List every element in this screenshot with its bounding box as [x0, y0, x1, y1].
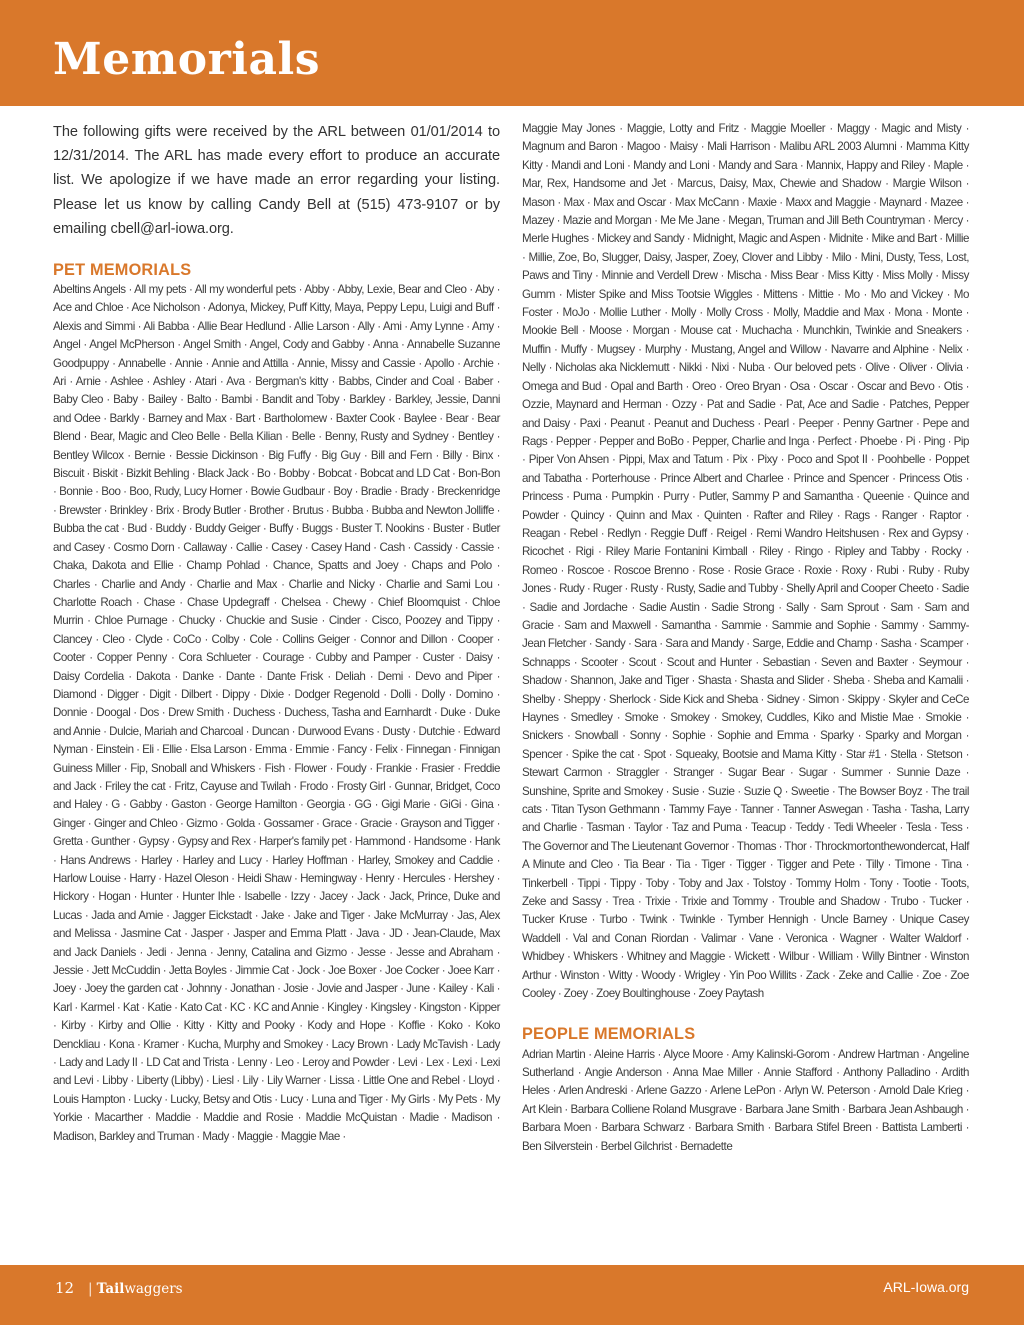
pet-memorials-heading: PET MEMORIALS — [53, 261, 192, 280]
page-title: Memorials — [53, 34, 320, 85]
publication-name-rest: waggers — [124, 1281, 183, 1297]
left-column — [53, 120, 500, 1146]
people-memorials-heading: PEOPLE MEMORIALS — [522, 1024, 696, 1043]
publication-name-bold: Tail — [96, 1281, 125, 1297]
pet-memorials-list-left: Abeltins Angels · All my pets · All my wonderful pets · Abby · Abby, Lexie, Bear and Cleo · Aby · Ace and Chloe · Ace Nicholson · Adonya, Mickey, Puff Kitty, Maya, Peppy Lepu, Luigi and Buff · Alexis and Simmi · Ali Babba · Allie Bear Hedlund · Allie Larson · Ally · Ami · Amy Lynne · Amy · Angel · Angel McPherson · Angel Smith · Angel, Cody and Gabby · Anna · Annabelle Suzanne Goodpuppy · Annabelle · Annie · Annie and Attilla · Annie, Missy and Cassie · Apollo · Archie · Ari · Arnie · Ashlee · Ashley · Atari · Ava · Bergman's kitty · Babbs, Cinder and Coal · Baber · Baby Cleo · Baby · Bailey · Balto · Bambi · Bandit and Toby · Barkley · Barkley, Jessie, Danni and Odee · Barkly · Barney and Max · Bart · Bartholomew · Baxter Cook · Baylee · Bear · Bear Blend · Bear, Magic and Cleo Belle · Bella Kilian · Belle · Benny, Rusty and Sydney · Bentley · Bentley Wilcox · Bernie · Bessie Dickinson · Big Fuffy · Big Guy · Bill and Fern · Billy · Binx · Biscuit · Biskit · Bizkit Behling · Black Jack · Bo · Bobby · Bobcat · Bobcat and LD Cat · Bon-Bon · Bonnie · Boo · Boo, Rudy, Lucy Horner · Bowie Gudbaur · Boy · Bradie · Brady · Breckenridge · Brewster · Brinkley · Brix · Brody Butler · Brother · Brutus · Bubba · Bubba and Newton Jolliffe · Bubba the cat · Bud · Buddy · Buddy Geiger · Buffy · Buggs · Buster T. Nookins · Buster · Butler and Casey · Cosmo Dorn · Callaway · Callie · Casey · Casey Hand · Cash · Cassidy · Cassie · Chaka, Dakota and Ellie · Champ Pohlad · Chance, Spatts and Joey · Chaps and Polo · Charles · Charlie and Andy · Charlie and Max · Charlie and Nicky · Charlie and Sami Lou · Charlotte Roach · Chase · Chase Updegraff · Chelsea · Chewy · Chief Bloomquist · Chloe Murrin · Chloe Purnage · Chucky · Chuckie and Susie · Cinder · Cisco, Poozey and Tippy · Clancey · Cleo · Clyde · CoCo · Colby · Cole · Collins Geiger · Connor and Dillon · Cooper · Cooter · Copper Penny · Cora Schlueter · Courage · Cubby and Pamper · Custer · Daisy · Daisy Cordelia · Dakota · Danke · Dante · Dante Frisk · Deliah · Demi · Devo and Piper · Diamond · Digger · Digit · Dilbert · Dippy · Dixie · Dodger Regenold · Dolli · Dolly · Domino · Donnie · Doogal · Dos · Drew Smith · Duchess · Duchess, Tasha and Earnhardt · Duke · Duke and Annie · Dulcie, Mariah and Charcoal · Duncan · Durwood Evans · Dusty · Dutchie · Edward Nyman · Einstein · Eli · Ellie · Elsa Larson · Emma · Emmie · Fancy · Felix · Finnegan · Finnigan Guiness Miller · Fip, Snoball and Whiskers · Fish · Flower · Foudy · Frankie · Frasier · Freddie and Jack · Friley the cat · Fritz, Cayuse and Twilah · Frodo · Frosty Girl · Gunnar, Bridget, Coco and Haley · G · Gabby · Gaston · George Hamilton · Georgia · GG · Gigi Marie · GiGi · Gina · Ginger · Ginger and Chleo · Gizmo · Golda · Gossamer · Grace · Gracie · Grayson and Tigger · Gretta · Gunther · Gypsy · Gypsy and Rex · Harper's family pet · Hammond · Handsome · Hank · Hans Andrews · Harley · Harley and Lucy · Harley Hoffman · Harley, Smokey and Caddie · Harlow Louise · Harry · Hazel Oleson · Heidi Shaw · Hemingway · Henry · Hercules · Hershey · Hickory · Hogan · Hunter · Hunter Ihle · Isabelle · Izzy · Jacey · Jack · Jack, Prince, Duke and Lucas · Jada and Amie · Jagger Eickstadt · Jake · Jake and Tiger · Jake McMurray · Jas, Alex and Melissa · Jasmine Cat · Jasper · Jasper and Emma Platt · Java · JD · Jean-Claude, Max and Jack Daniels · Jedi · Jenna · Jenny, Catalina and Gizmo · Jesse · Jesse and Abraham · Jessie · Jett McCuddin · Jetta Boyles · Jimmie Cat · Jock · Joe Boxer · Joe Cocker · Joee Karr · Joey · Joey the garden cat · Johnny · Jonathan · Josie · Jovie and Jasper · June · Kailey · Kali · Karl · Karmel · Kat · Katie · Kato Cat · KC · KC and Annie · Kingley · Kingsley · Kingston · Kipper · Kirby · Kirby and Ollie · Kitty · Kitty and Pooky · Kody and Hope · Koffie · Koko · Koko Denckliau · Kona · Kramer · Kucha, Murphy and Smokey · Lacy Brown · Lady McTavish · Lady · Lady and Lady II · LD Cat and Trista · Lenny · Leo · Leroy and Powder · Levi · Lex · Lexi · Lexi and Levi · Libby · Liberty (Libby) · Liesl · Lily · Lily Warner · Lissa · Little One and Rebel · Lloyd · Louis Hampton · Lucky · Lucky, Betsy and Otis · Lucy · Luna and Tiger · My Girls · My Pets · My Yorkie · Macarther · Maddie · Maddie and Rosie · Maddie McQuistan · Madie · Madison · Madison, Barkley and Truman · Mady · Maggie · Maggie Mae · — [53, 283, 500, 1143]
footer-separator: | — [88, 1281, 93, 1297]
website-link[interactable]: ARL-Iowa.org — [883, 1279, 969, 1295]
page-number: 12 — [55, 1279, 75, 1297]
page-footer — [0, 1265, 1024, 1325]
intro-paragraph: The following gifts were received by the ARL between 01/01/2014 to 12/31/2014. The ARL has made every effort to produce an accurate list. We apologize if we have made an error regarding your listing. Please let us know by calling Candy Bell at (515) 473-9107 or by emailing cbell@arl-iowa.org. — [53, 124, 500, 237]
people-memorials-list: Adrian Martin · Aleine Harris · Alyce Moore · Amy Kalinski-Gorom · Andrew Hartman · Angeline Sutherland · Angie Anderson · Anna Mae Miller · Annie Stafford · Anthony Palladino · Ardith Heles · Arlen Andreski · Arlene Gazzo · Arlene LePon · Arlyn W. Peterson · Arnold Dale Krieg · Art Klein · Barbara Colliene Roland Musgrave · Barbara Jane Smith · Barbara Jean Ashbaugh · Barbara Moen · Barbara Schwarz · Barbara Smith · Barbara Stifel Breen · Battista Lamberti · Ben Silverstein · Berbel Gilchrist · Bernadette — [522, 1047, 969, 1153]
right-column — [522, 120, 969, 1156]
page-header — [0, 0, 1024, 106]
pet-memorials-list-right: Maggie May Jones · Maggie, Lotty and Fritz · Maggie Moeller · Maggy · Magic and Misty · Magnum and Baron · Magoo · Maisy · Mali Harrison · Malibu ARL 2003 Alumni · Mamma Kitty Kitty · Mandi and Loni · Mandy and Loni · Mandy and Sara · Mannix, Happy and Riley · Maple · Mar, Rex, Handsome and Jet · Marcus, Daisy, Max, Chewie and Shadow · Margie Wilson · Mason · Max · Max and Oscar · Max McCann · Maxie · Maxx and Maggie · Maynard · Mazee · Mazey · Mazie and Morgan · Me Me Jane · Megan, Truman and Jill Beth Countryman · Mercy · Merle Hughes · Mickey and Sandy · Midnight, Magic and Aspen · Midnite · Mike and Bart · Millie · Millie, Zoe, Bo, Slugger, Daisy, Jasper, Zoey, Clover and Libby · Milo · Mini, Dusty, Tess, Lost, Paws and Tiny · Minnie and Verdell Drew · Mischa · Miss Bear · Miss Kitty · Miss Molly · Missy Gumm · Mister Spike and Miss Tootsie Wiggles · Mittens · Mittie · Mo · Mo and Vickey · Mo Foster · MoJo · Mollie Luther · Molly · Molly Cross · Molly, Maddie and Max · Mona · Monte · Mookie Bell · Moose · Morgan · Mouse cat · Muchacha · Munchkin, Twinkie and Sneakers · Muffin · Muffy · Mugsey · Murphy · Mustang, Angel and Willow · Navarre and Alphine · Nelix · Nelly · Nicholas aka Nicklemutt · Nikki · Nixi · Nuba · Our beloved pets · Olive · Oliver · Olivia · Omega and Bud · Opal and Barth · Oreo · Oreo Bryan · Osa · Oscar · Oscar and Bevo · Otis · Ozzie, Maynard and Herman · Ozzy · Pat and Sadie · Pat, Ace and Sadie · Patches, Pepper and Daisy · Paxi · Peanut · Peanut and Duchess · Pearl · Peeper · Penny Gartner · Pepe and Rags · Pepper · Pepper and BoBo · Pepper, Charlie and Inga · Perfect · Phoebe · Pi · Ping · Pip · Piper Von Ahsen · Pippi, Max and Tatum · Pix · Pixy · Poco and Spot II · Poohbelle · Poppet and Tabatha · Porterhouse · Prince Albert and Charlee · Prince and Spencer · Princess Otis · Princess · Puma · Pumpkin · Purry · Putler, Sammy P and Samantha · Queenie · Quince and Powder · Quincy · Quinn and Max · Quinten · Rafter and Riley · Rags · Ranger · Raptor · Reagan · Rebel · Redlyn · Reggie Duff · Reigel · Remi Wandro Heitshusen · Rex and Gypsy · Ricochet · Rigi · Riley Marie Fontanini Kimball · Riley · Ringo · Ripley and Tabby · Rocky · Romeo · Roscoe · Roscoe Brenno · Rose · Rosie Grace · Roxie · Roxy · Rubi · Ruby · Ruby Jones · Rudy · Ruger · Rusty · Rusty, Sadie and Tubby · Shelly April and Cooper Cheeto · Sadie · Sadie and Jordache · Sadie Austin · Sadie Strong · Sally · Sam Sprout · Sam · Sam and Gracie · Sam and Maxwell · Samantha · Sammie · Sammie and Sophie · Sammy · Sammy-Jean Fletcher · Sandy · Sara · Sara and Mandy · Sarge, Eddie and Champ · Sasha · Scamper · Schnapps · Scooter · Scout · Scout and Hunter · Sebastian · Seven and Baxter · Seymour · Shadow · Shannon, Jake and Tiger · Shasta · Shasta and Slider · Sheba · Sheba and Kamalii · Shelby · Sheppy · Sherlock · Side Kick and Sheba · Sidney · Simon · Skippy · Skyler and CeCe Haynes · Smedley · Smoke · Smokey · Smokey, Cuddles, Kiko and Mistie Mae · Smokie · Snickers · Snowball · Sonny · Sophie · Sophie and Emma · Sparky · Sparky and Morgan · Spencer · Spike the cat · Spot · Squeaky, Bootsie and Mama Kitty · Star #1 · Stella · Stetson · Stewart Carmon · Straggler · Stranger · Sugar Bear · Sugar · Summer · Sunnie Daze · Sunshine, Sprite and Smokey · Susie · Suzie · Suzie Q · Sweetie · The Bowser Boyz · The trail cats · Titan Tyson Gethmann · Tammy Faye · Tanner · Tanner Aswegan · Tasha · Tasha, Larry and Charlie · Tasman · Taylor · Taz and Puma · Teacup · Teddy · Tedi Wheeler · Tesla · Tess · The Governor and The Lieutenant Governor · Thomas · Thor · Throckmortonthewondercat, Half A Minute and Cleo · Tia Bear · Tia · Tiger · Tigger · Tigger and Pete · Tilly · Timone · Tina · Tinkerbell · Tippi · Tippy · Toby · Toby and Jax · Tolstoy · Tommy Holm · Tony · Tootie · Toots, Zeke and Sassy · Trea · Trixie · Trixie and Tommy · Trouble and Shadow · Trubo · Tucker · Tucker Kruse · Turbo · Twink · Twinkle · Tymber Hennigh · Uncle Barney · Unique Casey Waddell · Val and Conan Riordan · Valimar · Vane · Veronica · Wagner · Walter Waldorf · Whidbey · Whiskers · Whitney and Maggie · Wickett · Wilbur · William · Willy Bintner · Winston Arthur · Winston · Witty · Woody · Wrigley · Yin Poo Willits · Zack · Zeke and Callie · Zoe · Zoe Cooley · Zoey · Zoey Boultinghouse · Zoey Paytash — [522, 122, 969, 1001]
publication-name — [88, 1281, 183, 1297]
